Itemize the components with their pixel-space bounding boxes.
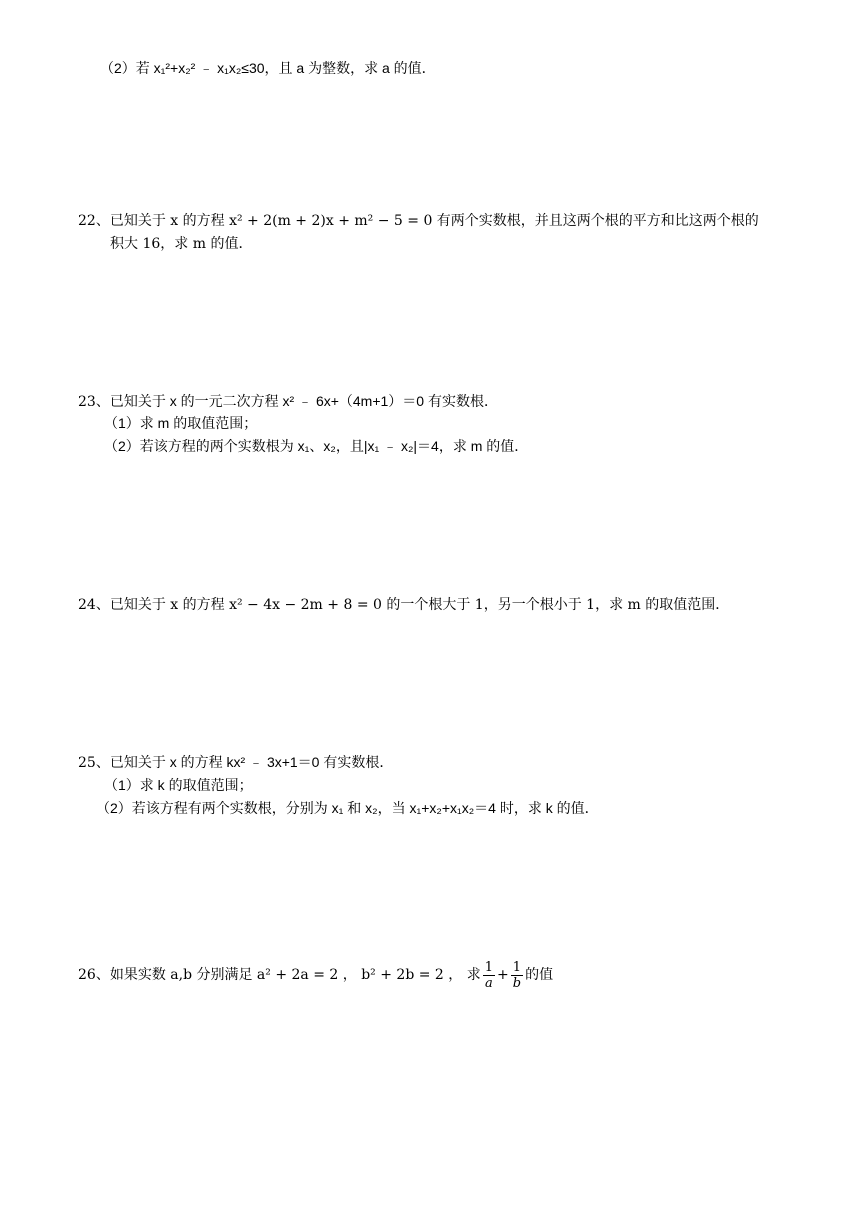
q22-line2: 积大 16，求 m 的值． <box>110 236 253 252</box>
q22-line1 <box>78 211 759 231</box>
q26-frac1-denominator: a <box>484 975 493 991</box>
q26-frac2-denominator: b <box>512 975 522 991</box>
q22-text-line1: 已知关于 x 的方程 x² + 2(m + 2)x + m² − 5 = 0 有两个实数根，并且这两个根的平方和比这两个根的 <box>109 213 759 229</box>
q26-frac2-numerator: 1 <box>511 960 523 976</box>
q22-number: 22、 <box>78 213 110 229</box>
q23-part1: （1）求 m 的取值范围； <box>104 415 258 431</box>
q24-stem-text: 已知关于 x 的方程 x² − 4x − 2m + 8 = 0 的一个根大于 1，另一个根小于 1，求 m 的取值范围． <box>109 597 730 613</box>
q21-part2: （2）若 x₁²+x₂² ﹣ x₁x₂≤30，且 a 为整数，求 a 的值． <box>100 60 436 76</box>
q26-stem <box>78 957 553 993</box>
q25-stem <box>78 752 393 773</box>
q26-stem-a: 如果实数 a,b 分别满足 a² + 2a = 2 ， b² + 2b = 2 ， 求 <box>109 967 481 983</box>
q23-stem-text: 已知关于 x 的一元二次方程 x² ﹣ 6x+（4m+1）＝0 有实数根． <box>109 393 498 409</box>
q23-stem <box>78 391 498 412</box>
q26-fraction-1-over-a <box>483 960 495 991</box>
q24-stem <box>78 595 729 615</box>
q25-part2: （2）若该方程有两个实数根，分别为 x₁ 和 x₂，当 x₁+x₂+x₁x₂＝4 时，求 k 的值． <box>96 800 599 816</box>
q26-stem-b: 的值 <box>525 967 554 983</box>
q23-number: 23、 <box>78 394 110 410</box>
q26-plus: + <box>497 967 509 983</box>
q23-part2: （2）若该方程的两个实数根为 x₁、x₂，且|x₁ ﹣ x₂|＝4，求 m 的值． <box>104 438 529 454</box>
q24-number: 24、 <box>78 597 110 613</box>
q25-stem-text: 已知关于 x 的方程 kx² ﹣ 3x+1＝0 有实数根． <box>109 754 394 770</box>
q26-number: 26、 <box>78 967 110 983</box>
q26-fraction-1-over-b <box>511 960 523 991</box>
q26-frac1-numerator: 1 <box>484 959 494 975</box>
q25-number: 25、 <box>78 755 110 771</box>
q25-part1: （1）求 k 的取值范围； <box>104 777 253 793</box>
